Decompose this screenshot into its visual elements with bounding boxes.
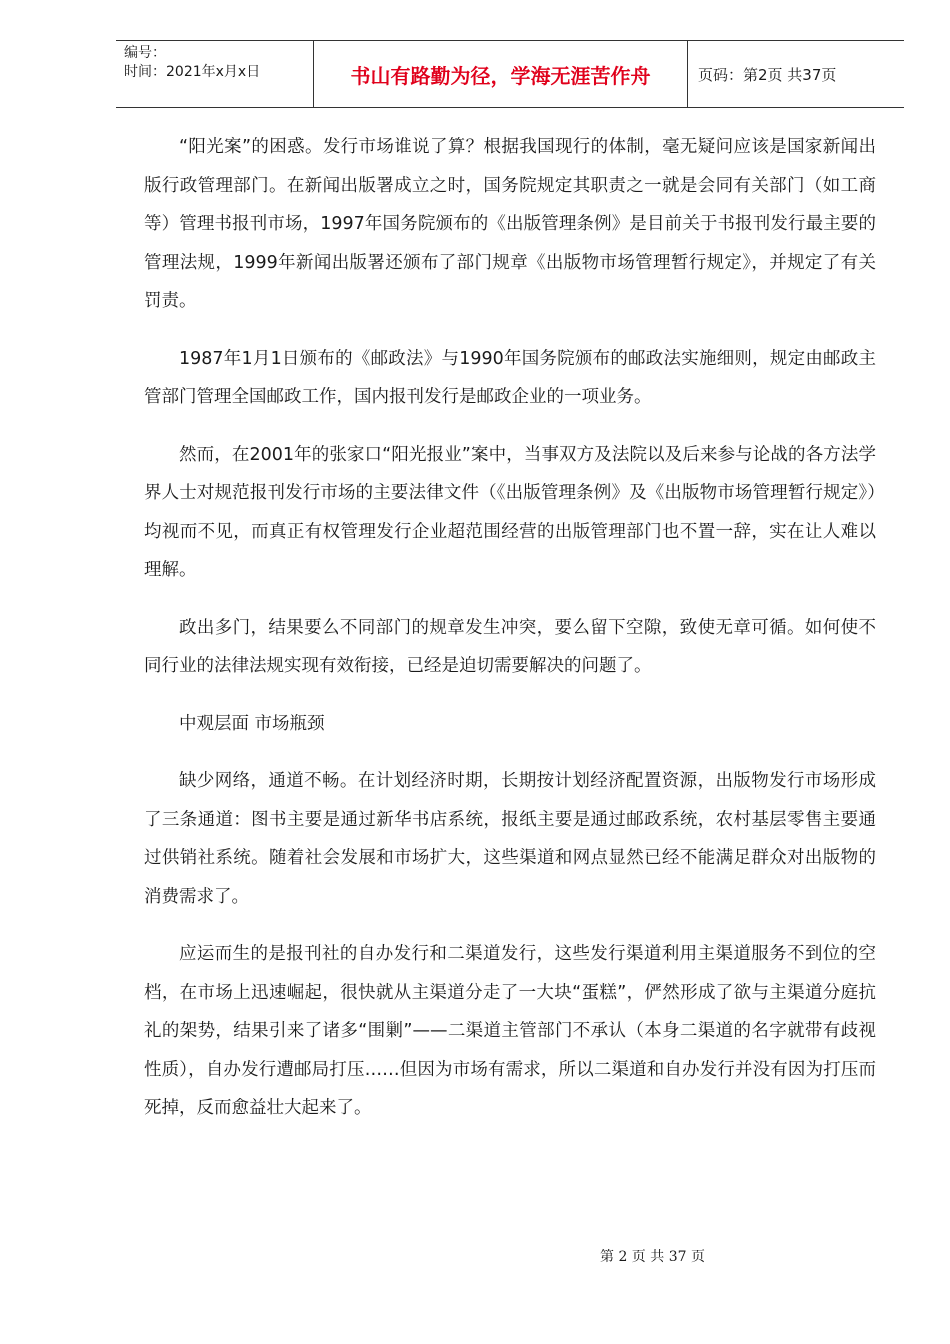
time-label: 时间：2021年x月x日 (124, 64, 261, 80)
paragraph: “阳光案”的困惑。发行市场谁说了算？根据我国现行的体制，毫无疑问应该是国家新闻出版行政管理部门。在新闻出版署成立之时，国务院规定其职责之一就是会同有关部门（如工商等）管理书报刊市场，1997年国务院颁布的《出版管理条例》是目前关于书报刊发行最主要的管理法规，1999年新闻出版署还颁布了部门规章《出版物市场管理暂行规定》，并规定了有关罚责。 (144, 137, 876, 311)
paragraph: 应运而生的是报刊社的自办发行和二渠道发行，这些发行渠道利用主渠道服务不到位的空档，在市场上迅速崛起，很快就从主渠道分走了一大块“蛋糕”，俨然形成了欲与主渠道分庭抗礼的架势，结果引来了诸多“围剿”——二渠道主管部门不承认（本身二渠道的名字就带有歧视性质），自办发行遭邮局打压……但因为市场有需求，所以二渠道和自办发行并没有因为打压而死掉，反而愈益壮大起来了。 (144, 944, 876, 1118)
paragraph: 1987年1月1日颁布的《邮政法》与1990年国务院颁布的邮政法实施细则，规定由邮政主管部门管理全国邮政工作，国内报刊发行是邮政企业的一项业务。 (144, 348, 876, 407)
header-page-label: 页码：第2页 共37页 (698, 65, 837, 84)
section-subheading: 中观层面 市场瓶颈 (179, 713, 325, 734)
paragraph: 然而，在2001年的张家口“阳光报业”案中，当事双方及法院以及后来参与论战的各方法学界人士对规范报刊发行市场的主要法律文件（《出版管理条例》及《出版物市场管理暂行规定》）均视而不见，而真正有权管理发行企业超范围经营的出版管理部门也不置一辞，实在让人难以理解。 (144, 444, 876, 580)
paragraph: 缺少网络，通道不畅。在计划经济时期，长期按计划经济配置资源，出版物发行市场形成了三条通道：图书主要是通过新华书店系统，报纸主要是通过邮政系统，农村基层零售主要通过供销社系统。随着社会发展和市场扩大，这些渠道和网点显然已经不能满足群众对出版物的消费需求了。 (144, 771, 876, 907)
number-label: 编号： (124, 45, 166, 61)
page-footer: 第 2 页 共 37 页 (600, 1249, 705, 1265)
page-header (116, 40, 904, 108)
document-body (144, 128, 876, 1147)
header-meta (116, 41, 314, 107)
paragraph: 政出多门，结果要么不同部门的规章发生冲突，要么留下空隙，致使无章可循。如何使不同行业的法律法规实现有效衔接，已经是迫切需要解决的问题了。 (144, 617, 876, 676)
header-motto: 书山有路勤为径，学海无涯苦作舟 (314, 41, 688, 107)
